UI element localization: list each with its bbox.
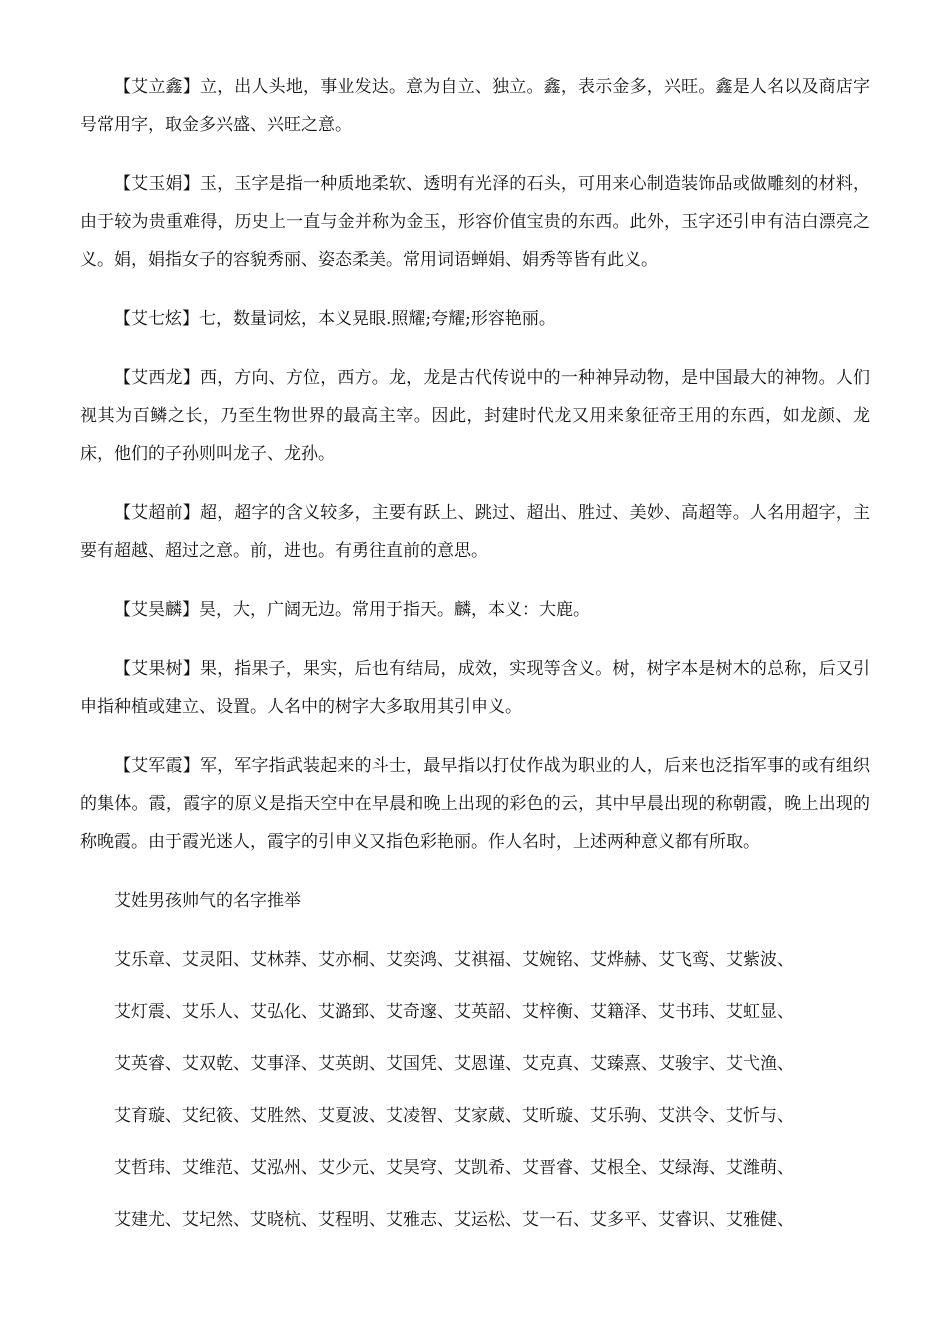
entry-title: 【艾立鑫】: [114, 77, 200, 97]
entry-title: 【艾玉娟】: [114, 174, 200, 194]
document-page: [80, 68, 870, 1246]
entry-text: 七，数量词炫，本义晃眼.照耀;夸耀;形容艳丽。: [199, 309, 556, 329]
entry-text: 昊，大，广阔无边。常用于指天。麟，本义：大鹿。: [199, 600, 590, 620]
entry-text: 超，超字的含义较多，主要有跃上、跳过、超出、胜过、美妙、高超等。人名用超字，主要有超越、超过之意。前，进也。有勇往直前的意思。: [80, 503, 871, 561]
name-entry-1: [80, 68, 870, 144]
name-list-line: 艾哲玮、艾维范、艾泓州、艾少元、艾昊穹、艾凯希、艾晋睿、艾根全、艾绿海、艾潍萌、: [114, 1158, 794, 1178]
name-entry-4: [80, 359, 870, 473]
entry-text: 果，指果子，果实，后也有结局，成效，实现等含义。树，树字本是树木的总称，后又引申指种植或建立、设置。人名中的树字大多取用其引申义。: [80, 659, 871, 717]
name-list-line: 艾乐章、艾灵阳、艾林莽、艾亦桐、艾奕鸿、艾祺福、艾婉铭、艾烨赫、艾飞鸾、艾紫波、: [114, 950, 794, 970]
entry-title: 【艾超前】: [114, 503, 200, 523]
name-list-line: 艾建尤、艾圮然、艾晓杭、艾程明、艾雅志、艾运松、艾一石、艾多平、艾睿识、艾雅健、: [114, 1210, 794, 1230]
name-entry-2: [80, 165, 870, 279]
name-entry-7: [80, 650, 870, 726]
name-entry-3: [80, 300, 870, 338]
entry-text: 西，方向、方位，西方。龙，龙是古代传说中的一种神异动物，是中国最大的神物。人们视其为百鳞之长，乃至生物世界的最高主宰。因此，封建时代龙又用来象征帝王用的东西，如龙颜、龙床，他们的子孙则叫龙子、龙孙。: [80, 368, 871, 464]
name-entry-6: [80, 591, 870, 629]
section-heading: 艾姓男孩帅气的名字推举: [114, 891, 301, 911]
entry-title: 【艾果树】: [114, 659, 200, 679]
entry-title: 【艾七炫】: [114, 309, 199, 329]
name-list-line: 艾育璇、艾纪筱、艾胜然、艾夏波、艾凌智、艾家葳、艾昕璇、艾乐驹、艾洪令、艾忻与、: [114, 1106, 794, 1126]
name-list-line: 艾灯震、艾乐人、艾弘化、艾潞郅、艾奇邃、艾英韶、艾梓衡、艾籍泽、艾书玮、艾虹显、: [114, 1002, 794, 1022]
entry-title: 【艾昊麟】: [114, 600, 199, 620]
name-list: [80, 934, 870, 1246]
entry-text: 军，军字指武装起来的斗士，最早指以打仗作战为职业的人，后来也泛指军事的或有组织的集体。霞，霞字的原义是指天空中在早晨和晚上出现的彩色的云，其中早晨出现的称朝霞，晚上出现的称晚霞。由于霞光迷人，霞字的引申义又指色彩艳丽。作人名时，上述两种意义都有所取。: [80, 756, 871, 852]
entry-text: 立，出人头地，事业发达。意为自立、独立。鑫，表示金多，兴旺。鑫是人名以及商店字号常用字，取金多兴盛、兴旺之意。: [80, 77, 871, 135]
name-list-line: 艾英睿、艾双乾、艾事泽、艾英朗、艾国凭、艾恩谨、艾克真、艾臻熹、艾骏宇、艾弋渔、: [114, 1054, 794, 1074]
name-entry-5: [80, 494, 870, 570]
name-entry-8: [80, 747, 870, 861]
entry-title: 【艾西龙】: [114, 368, 200, 388]
entry-title: 【艾军霞】: [114, 756, 200, 776]
entry-text: 玉，玉字是指一种质地柔软、透明有光泽的石头，可用来心制造装饰品或做雕刻的材料，由于较为贵重难得，历史上一直与金并称为金玉，形容价值宝贵的东西。此外，玉字还引申有洁白漂亮之义。娟，娟指女子的容貌秀丽、姿态柔美。常用词语蝉娟、娟秀等皆有此义。: [80, 174, 871, 270]
